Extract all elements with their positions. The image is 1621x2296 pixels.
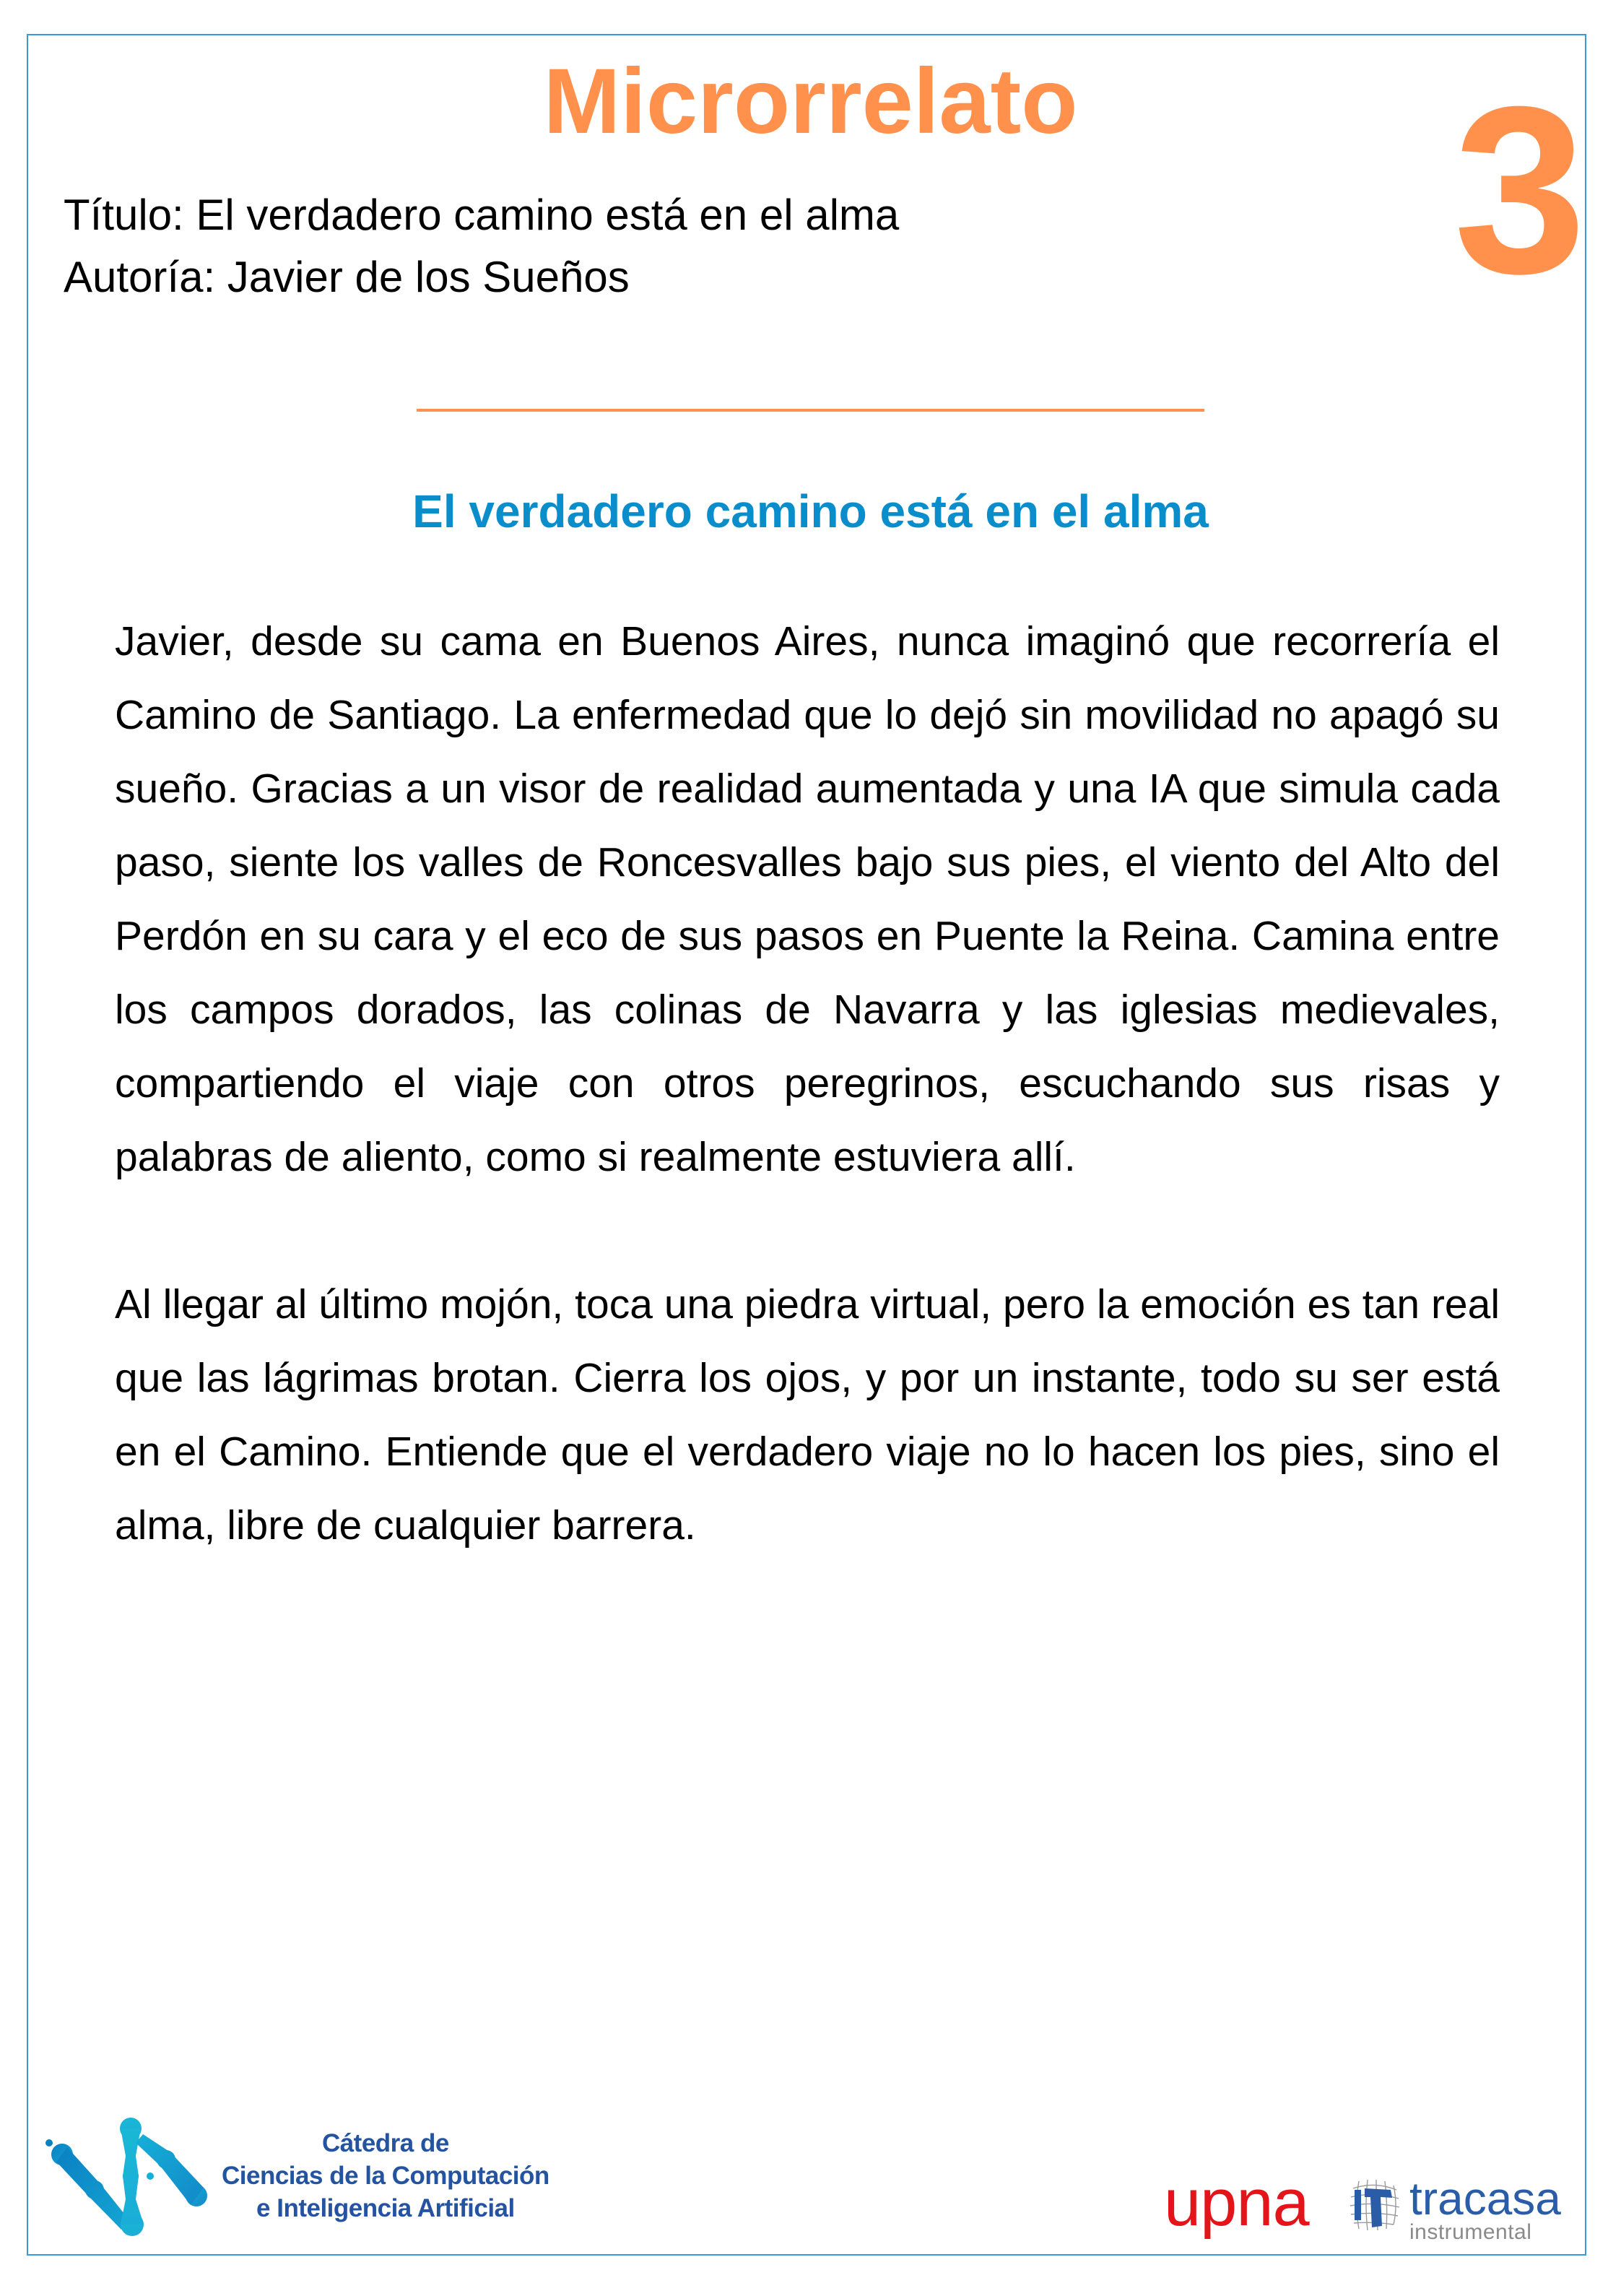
catedra-line: e Inteligencia Artificial bbox=[256, 2193, 515, 2222]
story-body bbox=[115, 605, 1500, 1562]
author-line: Autoría: Javier de los Sueños bbox=[64, 253, 630, 301]
story-number: 3 bbox=[1453, 56, 1586, 323]
document-heading: Microrrelato bbox=[543, 50, 1078, 153]
catedra-line: Ciencias de la Computación bbox=[222, 2161, 549, 2190]
tracasa-name: tracasa bbox=[1409, 2172, 1561, 2224]
catedra-line: Cátedra de bbox=[321, 2128, 449, 2157]
globe-grid-it-logo-icon bbox=[1349, 2178, 1401, 2232]
tracasa-logo bbox=[1349, 2172, 1561, 2244]
tracasa-subtitle: instrumental bbox=[1409, 2220, 1532, 2244]
story-title: El verdadero camino está en el alma bbox=[412, 485, 1209, 537]
paragraph: Javier, desde su cama en Buenos Aires, nunca imaginó que recorrería el Camino de Santiago. La enfermedad que lo dejó sin movilidad no apagó su sueño. Gracias a un visor de realidad aumentada y una IA que simula cada paso, siente los valles de Roncesvalles bajo sus pies, el viento del Alto del Perdón en su cara y el eco de sus pasos en Puente la Reina. Camina entre los campos dorados, las colinas de Navarra y las iglesias medievales, compartiendo el viaje con otros peregrinos, escuchando sus risas y palabras de aliento, como si realmente estuviera allí. bbox=[115, 618, 1500, 1180]
catedra-logo-block bbox=[43, 2110, 549, 2240]
upna-logo: upna bbox=[1164, 2166, 1309, 2240]
title-line: Título: El verdadero camino está en el alma bbox=[64, 191, 900, 239]
molecule-network-logo-icon bbox=[43, 2113, 220, 2239]
paragraph: Al llegar al último mojón, toca una piedra virtual, pero la emoción es tan real que las lágrimas brotan. Cierra los ojos, y por un instante, todo su ser está en el Camino. Entiende que el verdadero viaje no lo hacen los pies, sino el alma, libre de cualquier barrera. bbox=[115, 1281, 1500, 1548]
tracasa-wordmark bbox=[1409, 2172, 1561, 2244]
catedra-name bbox=[222, 2127, 549, 2224]
story-metadata bbox=[64, 184, 899, 308]
orange-divider bbox=[417, 409, 1204, 412]
